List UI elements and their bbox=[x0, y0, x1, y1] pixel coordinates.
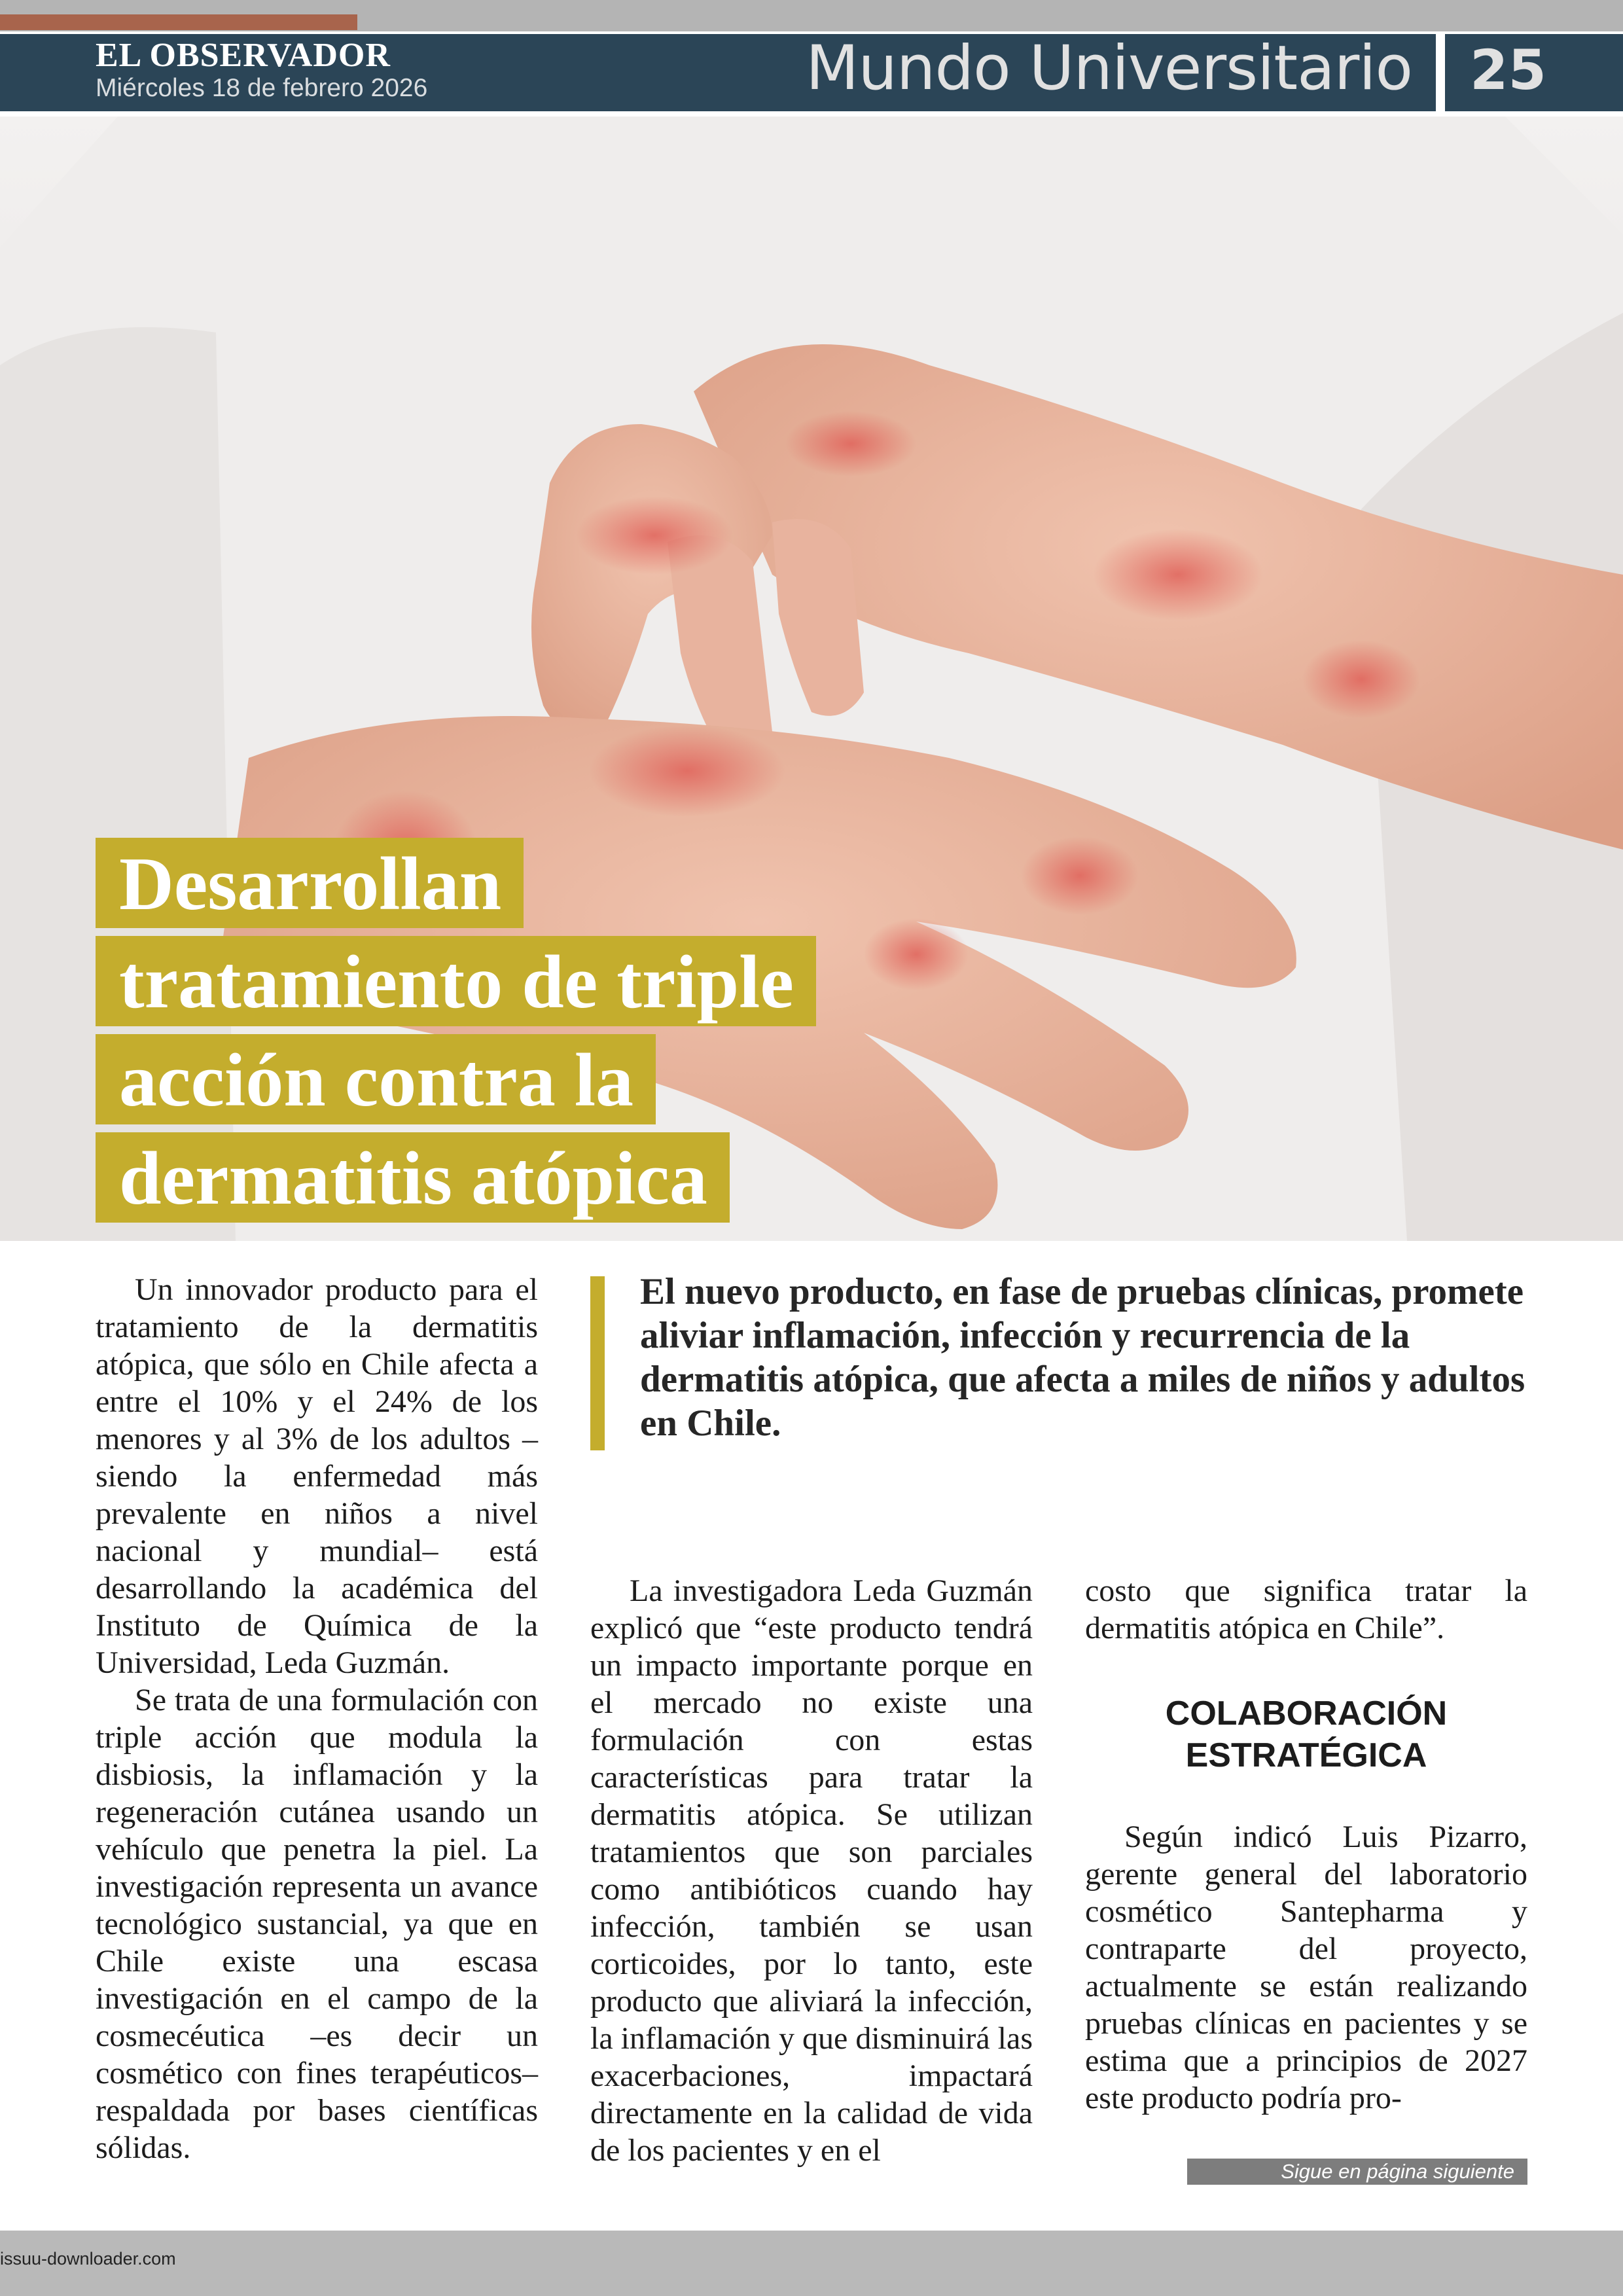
article-column-1 bbox=[96, 1271, 538, 2166]
body-paragraph: La investigadora Leda Guzmán explicó que “este producto tendrá un impacto importante porque en el mercado no existe una formulación con estas características para tratar la dermatitis atópica. Se utilizan tratamientos que son parciales como antibióticos cuando hay infección, también se usan corticoides, por lo tanto, este producto que aliviará la infección, la inflamación y que disminuirá las exacerbaciones, impactará directamente en la calidad de vida de los pacientes y en el bbox=[590, 1573, 1033, 2168]
section-title: Mundo Universitario bbox=[806, 33, 1412, 104]
headline-line: Desarrollan bbox=[96, 838, 524, 928]
article-lead: El nuevo producto, en fase de pruebas clínicas, promete aliviar inflamación, infección y recurrencia de la dermatitis atópica, que afecta a miles de niños y adultos en Chile. bbox=[640, 1271, 1525, 1444]
footer-strip bbox=[0, 2231, 1623, 2296]
headline-line: acción contra la bbox=[96, 1034, 656, 1124]
issue-date: Miércoles 18 de febrero 2026 bbox=[96, 74, 428, 102]
body-paragraph: Un innovador producto para el tratamiento de la dermatitis atópica, que sólo en Chile afecta a entre el 10% y el 24% de los menores y al 3% de los adultos –siendo la enfermedad más prevalente en niños a nivel nacional y mundial– está desarrollando la académica del Instituto de Química de la Universidad, Leda Guzmán. bbox=[96, 1272, 538, 1680]
page-number: 25 bbox=[1470, 38, 1546, 102]
subheading: COLABORACIÓN ESTRATÉGICA bbox=[1165, 1695, 1448, 1774]
article-column-2 bbox=[590, 1572, 1033, 2169]
headline bbox=[96, 838, 816, 1230]
watermark: issuu-downloader.com bbox=[0, 2249, 176, 2269]
headline-line: tratamiento de triple bbox=[96, 936, 816, 1026]
body-paragraph: Según indicó Luis Pizarro, gerente general del laboratorio cosmético Santepharma y contraparte del proyecto, actualmente se están realizando pruebas clínicas en pacientes y se estima que a principios de 2027 este producto podría pro- bbox=[1085, 1820, 1527, 2115]
masthead-rule-bottom bbox=[0, 111, 1623, 114]
body-paragraph: Se trata de una formulación con triple acción que modula la disbiosis, la inflamación y la regeneración cutánea usando un vehículo que penetra la piel. La investigación representa un avance tecnológico sustancial, ya que en Chile existe una escasa investigación en el campo de la cosmecéutica –es decir un cosmético con fines terapéuticos– respaldada por bases científicas sólidas. bbox=[96, 1683, 538, 2165]
section-divider bbox=[1436, 33, 1445, 113]
headline-line: dermatitis atópica bbox=[96, 1132, 730, 1223]
lead-accent-bar bbox=[590, 1276, 605, 1450]
body-paragraph: costo que significa tratar la dermatitis atópica en Chile”. bbox=[1085, 1573, 1527, 1645]
article-column-3 bbox=[1085, 1572, 1527, 2117]
paper-name: EL OBSERVADOR bbox=[96, 37, 391, 74]
top-accent-bar bbox=[0, 14, 357, 30]
continue-link[interactable]: Sigue en página siguiente bbox=[1187, 2159, 1527, 2185]
